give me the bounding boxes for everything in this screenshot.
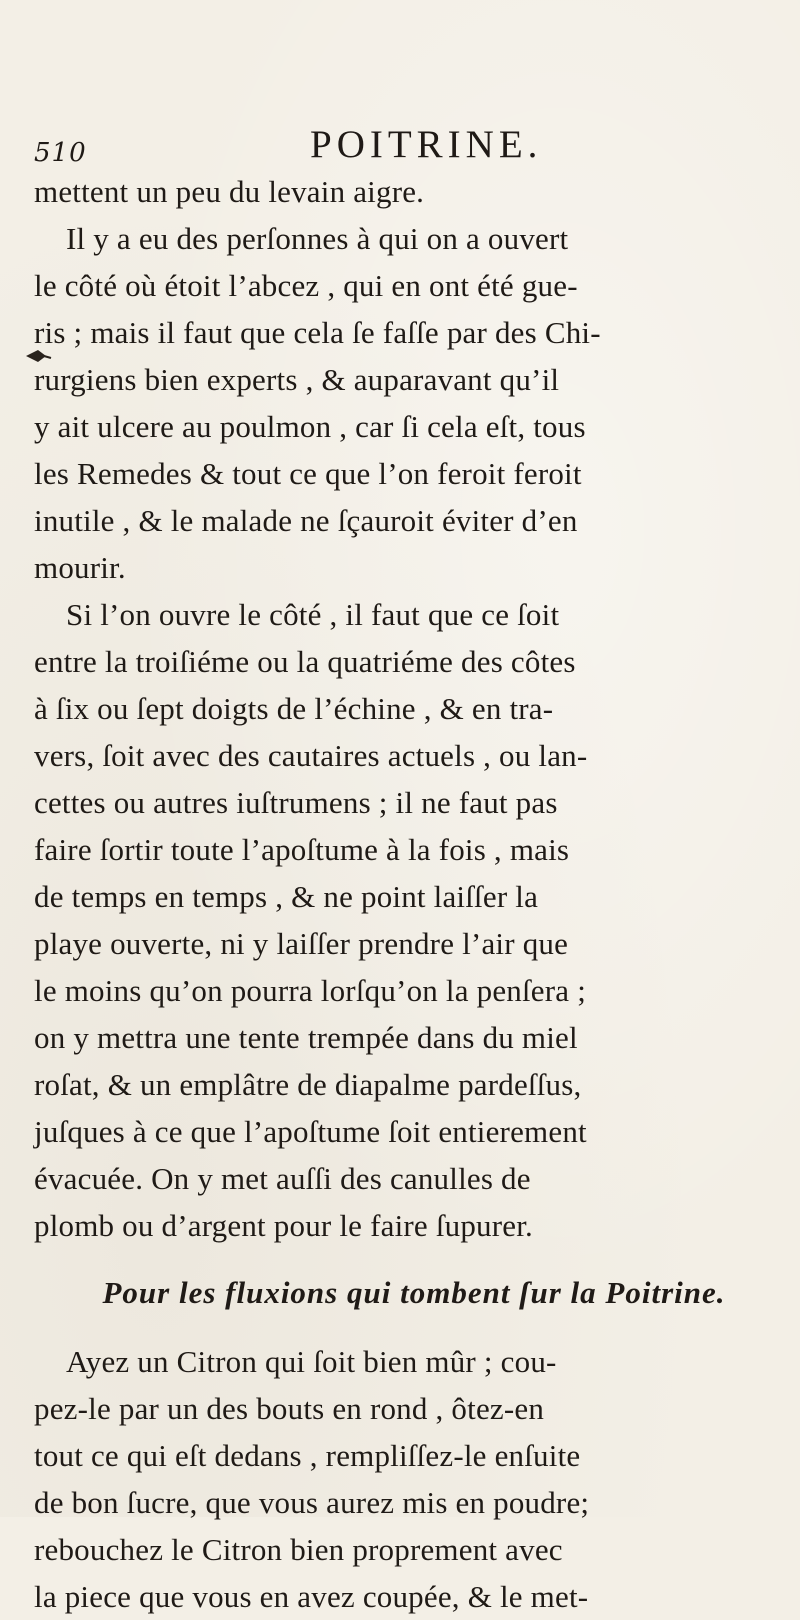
text-line: entre la troiſiéme ou la quatriéme des côtes xyxy=(34,644,576,679)
text-line: rebouchez le Citron bien proprement avec xyxy=(34,1532,563,1567)
text-line: de temps en temps , & ne point laiſſer la xyxy=(34,879,539,914)
running-title: POITRINE. xyxy=(310,123,543,166)
text-line: le moins qu’on pourra lorſqu’on la penſera ; xyxy=(34,973,587,1008)
text-line: inutile , & le malade ne ſçauroit éviter d’en xyxy=(34,503,578,538)
text-line: faire ſortir toute l’apoſtume à la fois , mais xyxy=(34,832,570,867)
text-line: cettes ou autres iuſtrumens ; il ne faut pas xyxy=(34,785,558,820)
text-line: le côté où étoit l’abcez , qui en ont été gue- xyxy=(34,268,578,303)
text-line: vers, ſoit avec des cautaires actuels , ou lan- xyxy=(34,738,588,773)
section-title: Pour les fluxions qui tombent ſur la Poitrine. xyxy=(102,1275,726,1310)
text-line: plomb ou d’argent pour le faire ſupurer. xyxy=(34,1208,533,1243)
page-number: 510 xyxy=(34,138,87,168)
text-line: Il y a eu des perſonnes à qui on a ouvert xyxy=(66,221,569,256)
text-line: évacuée. On y met auſſi des canulles de xyxy=(34,1161,531,1196)
text-line: pez-le par un des bouts en rond , ôtez-en xyxy=(34,1391,545,1426)
text-line: on y mettra une tente trempée dans du miel xyxy=(34,1020,578,1055)
page-header xyxy=(34,122,794,172)
text-line: y ait ulcere au poulmon , car ſi cela eſt, tous xyxy=(34,409,586,444)
text-line: à ſix ou ſept doigts de l’échine , & en tra- xyxy=(34,691,554,726)
text-line: la piece que vous en avez coupée, & le met- xyxy=(34,1579,589,1614)
text-line: playe ouverte, ni y laiſſer prendre l’air que xyxy=(34,926,569,961)
text-line: rurgiens bien experts , & auparavant qu’il xyxy=(34,362,560,397)
text-line: Ayez un Citron qui ſoit bien mûr ; cou- xyxy=(66,1344,557,1379)
text-line: de bon ſucre, que vous aurez mis en poudre; xyxy=(34,1485,590,1520)
text-line: les Remedes & tout ce que l’on feroit feroit xyxy=(34,456,582,491)
text-line: mourir. xyxy=(34,550,126,585)
text-line: Si l’on ouvre le côté , il faut que ce ſoit xyxy=(66,597,560,632)
paragraph-1 xyxy=(34,168,794,591)
paragraph-3 xyxy=(34,1338,794,1620)
text-line: juſques à ce que l’apoſtume ſoit entierement xyxy=(34,1114,587,1149)
text-line: mettent un peu du levain aigre. xyxy=(34,174,425,209)
text-line: roſat, & un emplâtre de diapalme pardeſſus, xyxy=(34,1067,582,1102)
paragraph-2 xyxy=(34,591,794,1249)
page-body xyxy=(34,168,794,1620)
text-line: ris ; mais il faut que cela ſe faſſe par des Chi- xyxy=(34,315,601,350)
text-line: tout ce qui eſt dedans , rempliſſez-le enſuite xyxy=(34,1438,581,1473)
